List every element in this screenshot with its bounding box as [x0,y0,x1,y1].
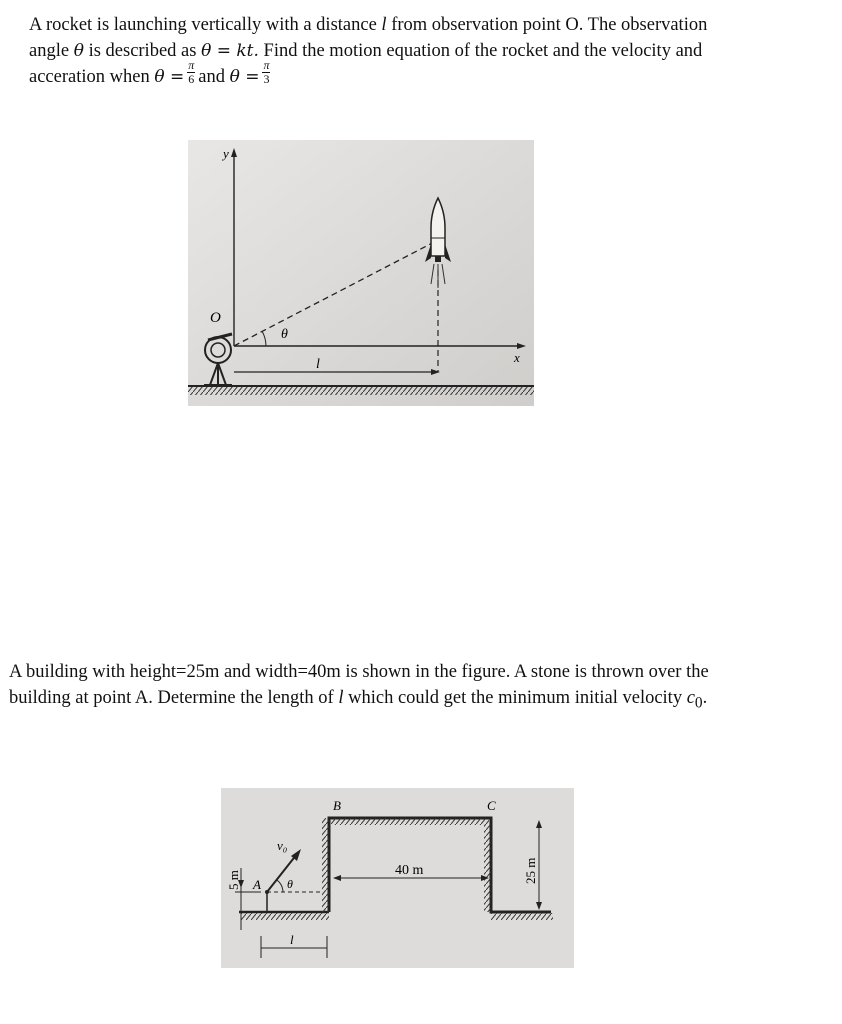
label-a: A [253,877,261,892]
label-b: B [333,798,341,813]
y-axis-label: y [223,146,229,161]
x-axis-label: x [514,350,520,365]
angle-label: θ [281,327,288,342]
fraction-pi-over-3 [262,59,270,86]
problem-1-text-a: A rocket is launching vertically with a distance [29,15,377,35]
problem-1-theta: θ [73,41,84,61]
fraction-2-denominator: 3 [263,72,270,87]
label-40m: 40 m [395,863,424,878]
ground-right-hatch [491,913,553,920]
problem-2-text-a: A building with height=25m and width=40m is shown in the figure. A stone is thrown over the [9,662,709,682]
label-5m: 5 m [226,870,241,890]
problem-2-symbol-c: c [686,688,695,708]
label-theta: θ [287,877,293,891]
label-l: l [290,932,294,947]
problem-1-theta-eq-1: θ = [154,67,185,87]
ground-left-hatch [241,913,329,920]
problem-1-equation: θ = kt. [201,41,259,61]
problem-1-var-l: l [381,15,387,35]
problem-1-text-b: from observation point O. The observation [391,15,708,35]
problem-2-line-1 [0,659,842,685]
problem-1-line-1 [0,12,842,38]
fraction-1-numerator: π [188,58,195,73]
problem-1-text-e: Find the motion equation of the rocket and the velocity and [263,41,703,61]
problem-1-and: and [198,67,225,87]
fraction-2-numerator: π [263,58,270,73]
problem-2-text-c: which could get the minimum initial velocity [348,688,683,708]
fraction-pi-over-6 [187,59,195,86]
problem-2-var-l: l [338,688,344,708]
fraction-1-denominator: 6 [188,72,195,87]
problem-1-line-2 [0,38,842,64]
problem-1-line-3 [0,58,842,90]
problem-2-period: . [702,688,708,708]
problem-1 [0,12,842,90]
problem-2 [0,659,842,717]
problem-1-text-c: angle [29,41,70,61]
problem-2-text-b: building at point A. Determine the length of [9,688,334,708]
origin-label: O [210,310,221,326]
wall-left-hatch [322,818,329,912]
label-25m: 25 m [523,857,538,884]
distance-l-label: l [316,357,320,372]
problem-1-text-f: acceration when [29,67,150,87]
wall-right-hatch [484,825,491,912]
problem-2-subscript: 0 [694,694,703,712]
building-diagram [221,788,574,968]
label-c: C [487,798,496,813]
rocket-figure [188,140,534,406]
problem-1-theta-eq-2: θ = [229,67,260,87]
ground-hatch [188,387,534,395]
figure-shading [188,140,534,406]
problem-2-line-2 [0,685,842,717]
building-figure [221,788,574,968]
problem-1-text-d: is described as [88,41,197,61]
rocket-diagram [188,140,534,406]
label-v0: v₀ [277,838,288,853]
roof-hatch [331,818,489,825]
